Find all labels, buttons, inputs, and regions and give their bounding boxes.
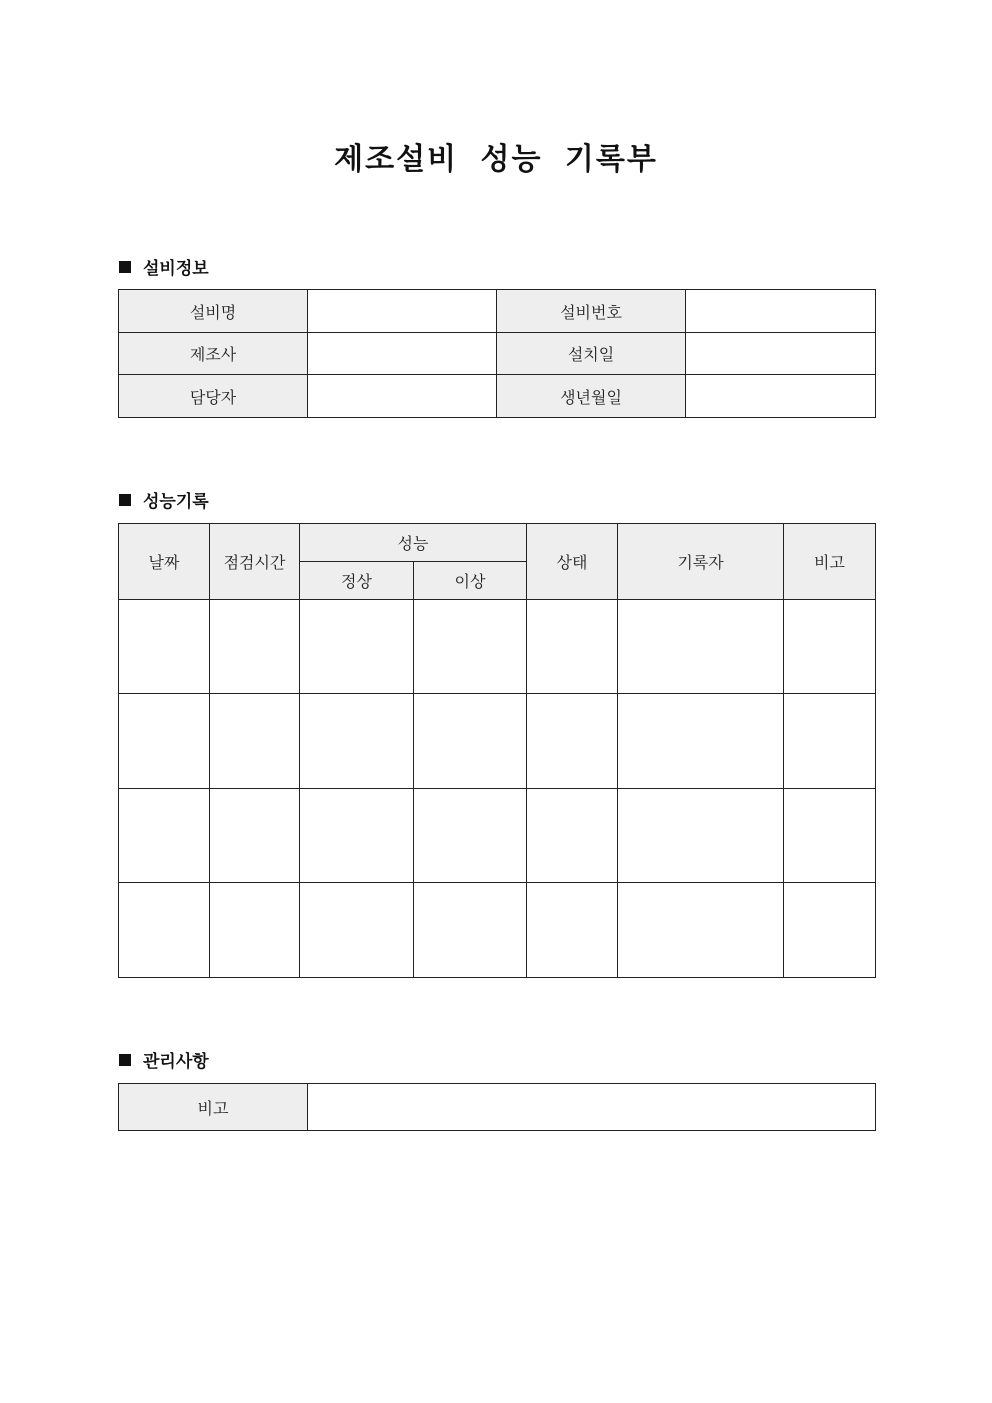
remarks-cell[interactable] (784, 789, 876, 883)
table-row (119, 333, 876, 375)
manager-field[interactable] (308, 375, 497, 418)
table-row (119, 789, 876, 883)
inspection-time-cell[interactable] (210, 600, 300, 694)
recorder-cell[interactable] (618, 883, 784, 978)
normal-cell[interactable] (300, 600, 414, 694)
equipment-number-label: 설비번호 (497, 290, 686, 333)
abnormal-cell[interactable] (414, 883, 527, 978)
square-bullet-icon (119, 1054, 131, 1066)
table-row (119, 290, 876, 333)
equipment-info-heading-label: 설비정보 (143, 259, 209, 279)
recorder-column-header: 기록자 (618, 524, 784, 600)
inspection-time-column-header: 점검시간 (210, 524, 300, 600)
date-cell[interactable] (119, 883, 210, 978)
management-heading-label: 관리사항 (143, 1052, 209, 1072)
recorder-cell[interactable] (618, 694, 784, 789)
manager-label: 담당자 (119, 375, 308, 418)
date-cell[interactable] (119, 789, 210, 883)
status-cell[interactable] (527, 883, 618, 978)
equipment-name-field[interactable] (308, 290, 497, 333)
table-row (119, 375, 876, 418)
date-column-header: 날짜 (119, 524, 210, 600)
birthdate-label: 생년월일 (497, 375, 686, 418)
status-cell[interactable] (527, 600, 618, 694)
management-heading (119, 1047, 209, 1072)
normal-cell[interactable] (300, 694, 414, 789)
equipment-info-table (118, 289, 876, 418)
equipment-name-label: 설비명 (119, 290, 308, 333)
status-cell[interactable] (527, 694, 618, 789)
date-cell[interactable] (119, 600, 210, 694)
abnormal-cell[interactable] (414, 694, 527, 789)
document-title: 제조설비 성능 기록부 (334, 142, 658, 177)
abnormal-cell[interactable] (414, 789, 527, 883)
normal-cell[interactable] (300, 789, 414, 883)
normal-column-header: 정상 (300, 562, 414, 600)
performance-record-heading-label: 성능기록 (143, 492, 209, 512)
equipment-number-field[interactable] (686, 290, 876, 333)
remarks-column-header: 비고 (784, 524, 876, 600)
table-header-row (119, 524, 876, 562)
remarks-cell[interactable] (784, 694, 876, 789)
status-cell[interactable] (527, 789, 618, 883)
table-row (119, 1084, 876, 1131)
recorder-cell[interactable] (618, 789, 784, 883)
abnormal-cell[interactable] (414, 600, 527, 694)
performance-record-table (118, 523, 876, 978)
inspection-time-cell[interactable] (210, 789, 300, 883)
table-row (119, 694, 876, 789)
inspection-time-cell[interactable] (210, 694, 300, 789)
square-bullet-icon (119, 494, 131, 506)
equipment-info-heading (119, 254, 209, 279)
recorder-cell[interactable] (618, 600, 784, 694)
manufacturer-field[interactable] (308, 333, 497, 375)
table-row (119, 883, 876, 978)
performance-record-heading (119, 487, 209, 512)
inspection-time-cell[interactable] (210, 883, 300, 978)
manufacturer-label: 제조사 (119, 333, 308, 375)
remarks-label: 비고 (119, 1084, 308, 1131)
table-row (119, 600, 876, 694)
status-column-header: 상태 (527, 524, 618, 600)
birthdate-field[interactable] (686, 375, 876, 418)
management-table (118, 1083, 876, 1131)
performance-column-header: 성능 (300, 524, 527, 562)
square-bullet-icon (119, 261, 131, 273)
install-date-field[interactable] (686, 333, 876, 375)
remarks-cell[interactable] (784, 600, 876, 694)
date-cell[interactable] (119, 694, 210, 789)
abnormal-column-header: 이상 (414, 562, 527, 600)
remarks-field[interactable] (308, 1084, 876, 1131)
remarks-cell[interactable] (784, 883, 876, 978)
normal-cell[interactable] (300, 883, 414, 978)
install-date-label: 설치일 (497, 333, 686, 375)
